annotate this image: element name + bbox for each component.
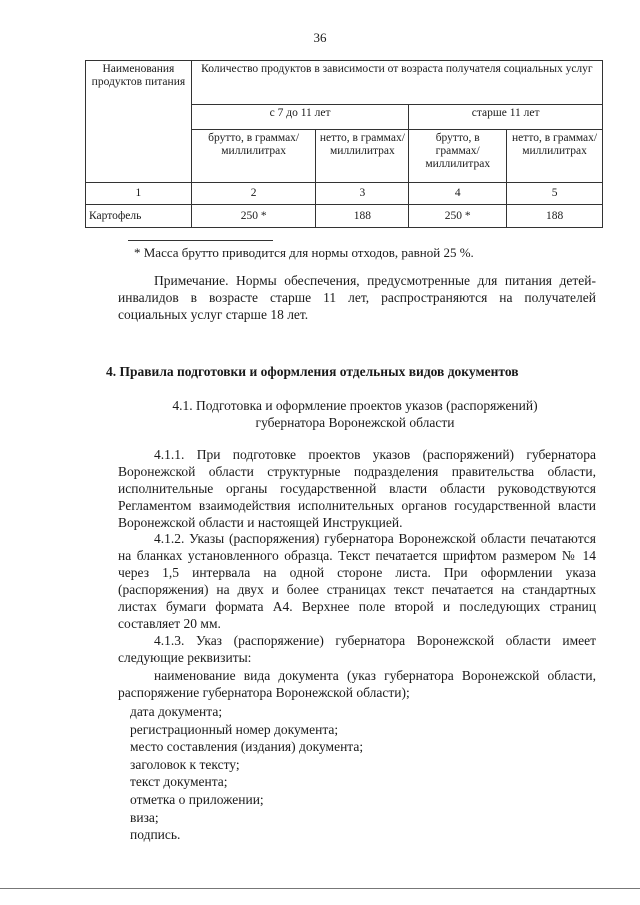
subsection-heading: 4.1. Подготовка и оформление проектов указов (распоряжений) губернатора Воронежской области (172, 398, 538, 430)
table-cell: 250 * (191, 205, 316, 228)
list-item: виза; (130, 809, 159, 825)
column-number: 5 (507, 183, 603, 205)
column-number: 4 (409, 183, 507, 205)
paragraph-4-1-1: 4.1.1. При подготовке проектов указов (распоряжений) губернатора Воронежской области структурные подразделения правительства области, исполнительные органы государственной власти области руководствуются Регламентом взаимодействия исполнительных органов государственной власти Воронежской области и настоящей Инструкцией. (118, 447, 596, 530)
list-item: регистрационный номер документа; (130, 721, 339, 737)
food-norms-table (85, 60, 603, 228)
list-item: текст документа; (130, 774, 228, 790)
requisites-list (130, 703, 600, 844)
header-gross-2: брутто, в граммах/ миллилитрах (409, 130, 507, 183)
column-number: 2 (191, 183, 316, 205)
table-cell: 188 (507, 205, 603, 228)
section-heading: 4. Правила подготовки и оформления отдельных видов документов (106, 364, 519, 379)
table-row (86, 205, 603, 228)
header-net-1: нетто, в граммах/ миллилитрах (316, 130, 409, 183)
list-item: место составления (издания) документа; (130, 739, 364, 755)
table-cell: 250 * (409, 205, 507, 228)
requisite-document-type: наименование вида документа (указ губернатора Воронежской области, распоряжение губернатора Воронежской области); (118, 668, 596, 700)
header-age-over-11: старше 11 лет (409, 105, 603, 130)
list-item: заголовок к тексту; (130, 756, 240, 772)
product-name-cell: Картофель (86, 205, 192, 228)
page-number: 36 (313, 30, 327, 45)
footnote: * Масса брутто приводится для нормы отходов, равной 25 %. (134, 245, 474, 260)
header-quantity: Количество продуктов в зависимости от возраста получателя социальных услуг (191, 61, 602, 105)
footnote-separator (128, 240, 273, 241)
list-item: отметка о приложении; (130, 791, 264, 807)
column-number: 3 (316, 183, 409, 205)
table-cell: 188 (316, 205, 409, 228)
note-paragraph: Примечание. Нормы обеспечения, предусмотренные для питания детей-инвалидов в возрасте старше 11 лет, распространяются на получателей социальных услуг старше 18 лет. (118, 273, 596, 322)
header-product-name: Наименования продуктов питания (86, 61, 192, 183)
header-age-7-11: с 7 до 11 лет (191, 105, 409, 130)
list-item: подпись. (130, 827, 181, 843)
paragraph-4-1-2: 4.1.2. Указы (распоряжения) губернатора Воронежской области печатаются на бланках установленного образца. Текст печатается шрифтом размером № 14 через 1,5 интервала на одной стороне листа. При оформлении указа (распоряжения) на двух и более страницах текст печатается на стандартных листах бумаги формата А4. Верхнее поле второй и последующих страниц составляет 20 мм. (118, 531, 596, 631)
header-gross-1: брутто, в граммах/ миллилитрах (191, 130, 316, 183)
column-number-row (86, 183, 603, 205)
column-number: 1 (86, 183, 192, 205)
bottom-rule (0, 888, 640, 889)
header-net-2: нетто, в граммах/ миллилитрах (507, 130, 603, 183)
list-item: дата документа; (130, 704, 223, 719)
paragraph-4-1-3: 4.1.3. Указ (распоряжение) губернатора Воронежской области имеет следующие реквизиты: (118, 633, 596, 665)
